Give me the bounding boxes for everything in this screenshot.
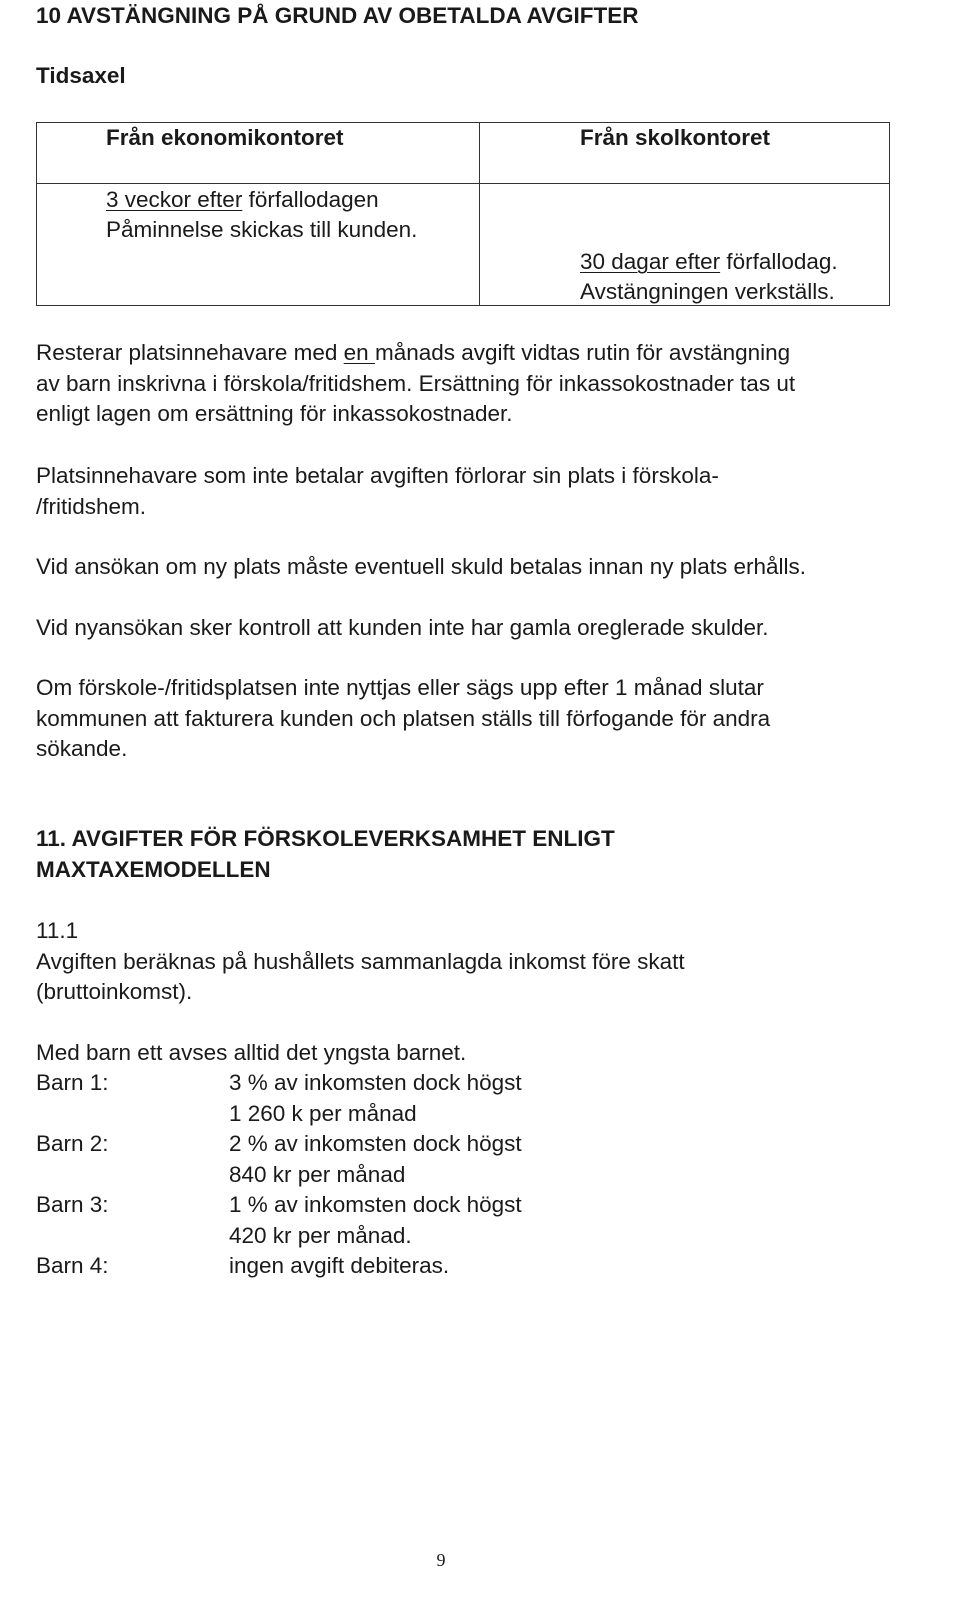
- paragraph-line: kommunen att fakturera kunden och platsen ställs till förfogande för andra: [36, 705, 771, 731]
- table-cell-economy-line2: Påminnelse skickas till kunden.: [106, 217, 418, 242]
- heading-line: 11. AVGIFTER FÖR FÖRSKOLEVERKSAMHET ENLIGT: [36, 826, 615, 851]
- subsection-number: 11.1: [36, 918, 79, 943]
- underlined-word: en: [343, 340, 375, 365]
- page-number: 9: [436, 1550, 446, 1570]
- table-header-school-office: Från skolkontoret: [580, 125, 771, 150]
- paragraph-youngest-child: [36, 1038, 466, 1069]
- paragraph-suspension-routine: [36, 338, 795, 430]
- paragraph-line: sökande.: [36, 736, 128, 761]
- timeline-subheading: Tidsaxel: [36, 63, 126, 88]
- paragraph-line: Vid nyansökan sker kontroll att kunden inte har gamla oreglerade skulder.: [36, 615, 769, 640]
- fee-label: Barn 1:: [36, 1070, 109, 1095]
- section-10-heading: 10 AVSTÄNGNING PÅ GRUND AV OBETALDA AVGIFTER: [36, 3, 639, 28]
- table-header-divider: [37, 183, 889, 184]
- fee-description: 2 % av inkomsten dock högst 840 kr per månad: [229, 1131, 522, 1187]
- paragraph-line: /fritidshem.: [36, 493, 147, 519]
- fee-label: Barn 4:: [36, 1253, 109, 1278]
- timeline-table: [36, 122, 890, 306]
- paragraph-line: Med barn ett avses alltid det yngsta barnet.: [36, 1040, 467, 1065]
- table-cell-school-line1: [580, 247, 838, 278]
- paragraph-new-application-debt: [36, 552, 806, 583]
- heading-line: MAXTAXEMODELLEN: [36, 856, 271, 882]
- paragraph-line: av barn inskrivna i förskola/fritidshem. Ersättning för inkassokostnader tas ut: [36, 370, 796, 396]
- fee-description: 3 % av inkomsten dock högst 1 260 k per månad: [229, 1070, 522, 1126]
- paragraph-line: Platsinnehavare som inte betalar avgiften förlorar sin plats i förskola-: [36, 463, 719, 488]
- suspension-deadline: 30 dagar efter: [580, 249, 721, 274]
- section-11-heading: [36, 824, 615, 885]
- table-cell-economy-line1: [106, 185, 379, 216]
- reminder-deadline: 3 veckor efter: [106, 187, 243, 212]
- paragraph-line: Om förskole-/fritidsplatsen inte nyttjas eller sägs upp efter 1 månad slutar: [36, 675, 764, 700]
- suspension-deadline-rest: förfallodag.: [720, 249, 838, 274]
- fee-description: ingen avgift debiteras.: [229, 1253, 450, 1278]
- paragraph-debt-check: [36, 613, 769, 644]
- paragraph-line: enligt lagen om ersättning för inkassokostnader.: [36, 401, 513, 426]
- table-header-economy-office: Från ekonomikontoret: [106, 125, 344, 150]
- fee-description: 1 % av inkomsten dock högst 420 kr per månad.: [229, 1192, 522, 1248]
- fee-label: Barn 2:: [36, 1131, 109, 1156]
- table-column-divider: [479, 123, 480, 305]
- paragraph-lose-place: [36, 461, 719, 522]
- reminder-deadline-rest: förfallodagen: [242, 187, 379, 212]
- fee-label: Barn 3:: [36, 1192, 109, 1217]
- table-cell-school-line2: Avstängningen verkställs.: [580, 279, 835, 304]
- paragraph-unused-place: [36, 673, 770, 765]
- subsection-11-1: [36, 916, 685, 1008]
- paragraph-line: Avgiften beräknas på hushållets sammanlagda inkomst före skatt: [36, 948, 685, 974]
- paragraph-line: (bruttoinkomst).: [36, 979, 193, 1004]
- paragraph-line: Resterar platsinnehavare med en månads avgift vidtas rutin för avstängning: [36, 340, 791, 365]
- paragraph-line: Vid ansökan om ny plats måste eventuell skuld betalas innan ny plats erhålls.: [36, 554, 807, 579]
